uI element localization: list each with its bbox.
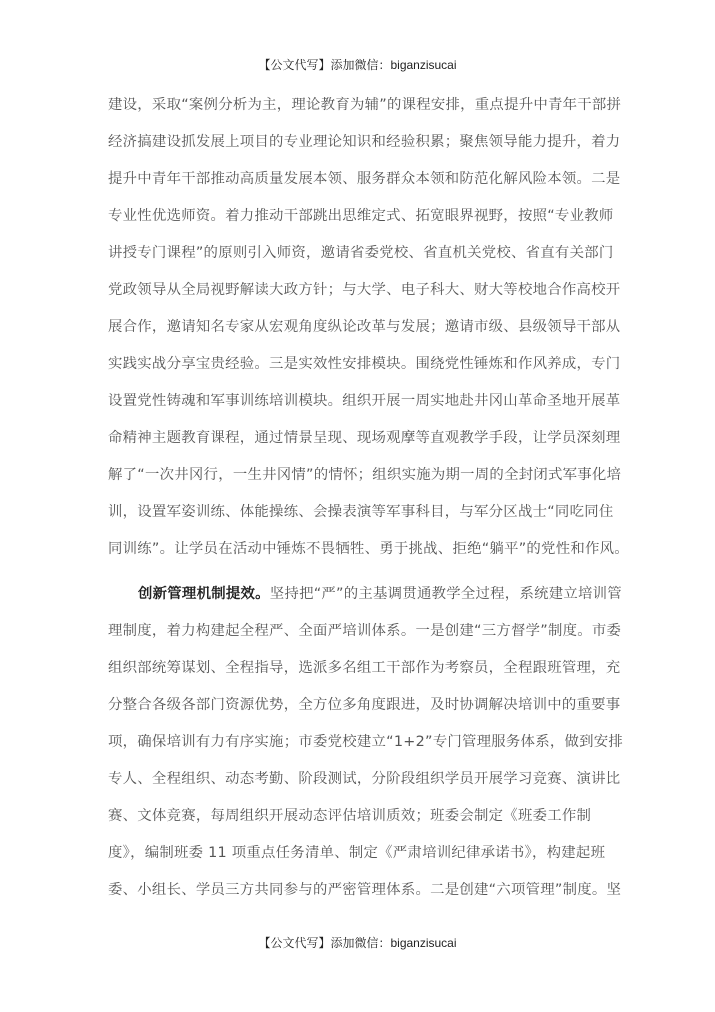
text-line: 度》，编制班委 11 项重点任务清单、制定《严肃培训纪律承诺书》，构建起班 (108, 845, 606, 861)
text-line: 项，确保培训有力有序实施；市委党校建立“1+2”专门管理服务体系，做到安排 (108, 734, 624, 750)
text-line: 讲授专门课程”的原则引入师资，邀请省委党校、省直机关党校、省直有关部门 (108, 245, 614, 261)
section-heading: 创新管理机制提效。 (138, 586, 270, 602)
text-line: 专业性优选师资。着力推动干部跳出思维定式、拓宽眼界视野，按照“专业教师 (108, 208, 614, 224)
text-line: 经济搞建设抓发展上项目的专业理论知识和经验积累；聚焦领导能力提升，着力 (108, 134, 621, 150)
text-line: 解了“一次井冈行，一生井冈情”的情怀；组织实施为期一周的全封闭式军事化培 (108, 467, 622, 483)
text-line: 命精神主题教育课程，通过情景呈现、现场观摩等直观教学手段，让学员深刻理 (108, 430, 621, 446)
paragraph-1 (108, 92, 629, 573)
text-line: 设置党性铸魂和军事训练培训模块。组织开展一周实地赴井冈山革命圣地开展革 (108, 393, 621, 409)
footer-prefix: 【公文代写】添加微信： (258, 936, 391, 950)
text-line: 委、小组长、学员三方共同参与的严密管理体系。二是创建“六项管理”制度。坚 (108, 882, 622, 898)
text-line: 建设，采取“案例分析为主，理论教育为辅”的课程安排，重点提升中青年干部拼 (108, 97, 622, 113)
text-line: 专人、全程组织、动态考勤、阶段测试，分阶段组织学员开展学习竞赛、演讲比 (108, 771, 621, 787)
text-line: 党政领导从全局视野解读大政方针；与大学、电子科大、财大等校地合作高校开 (108, 282, 621, 298)
text-line: 赛、文体竞赛，每周组织开展动态评估培训质效；班委会制定《班委工作制 (108, 808, 592, 824)
text-line: 理制度，着力构建起全程严、全面严培训体系。一是创建“三方督学”制度。市委 (108, 623, 622, 639)
footer-contact: biganzisucai (390, 936, 457, 950)
text-line: 组织部统筹谋划、全程指导，选派多名组工干部作为考察员，全程跟班管理，充 (108, 660, 621, 676)
text-line-first (108, 581, 622, 618)
text-line: 提升中青年干部推动高质量发展本领、服务群众本领和防范化解风险本领。二是 (108, 171, 621, 187)
header-contact: biganzisucai (390, 58, 457, 72)
text-line: 实践实战分享宝贵经验。三是实效性安排模块。围绕党性锤炼和作风养成，专门 (108, 356, 621, 372)
document-body (108, 92, 629, 914)
header-prefix: 【公文代写】添加微信： (258, 58, 391, 72)
page-header (0, 56, 715, 73)
paragraph-2 (108, 581, 624, 914)
text-line: 分整合各级各部门资源优势，全方位多角度跟进，及时协调解决培训中的重要事 (108, 697, 621, 713)
text-line-rest: 坚持把“严”的主基调贯通教学全过程，系统建立培训管 (269, 586, 622, 602)
text-line: 展合作，邀请知名专家从宏观角度纵论改革与发展；邀请市级、县级领导干部从 (108, 319, 621, 335)
text-line: 同训练”。让学员在活动中锤炼不畏牺牲、勇于挑战、拒绝“躺平”的党性和作风。 (108, 541, 629, 557)
page-footer (0, 934, 715, 951)
text-line: 训，设置军姿训练、体能操练、会操表演等军事科目，与军分区战士“同吃同住 (108, 504, 614, 520)
